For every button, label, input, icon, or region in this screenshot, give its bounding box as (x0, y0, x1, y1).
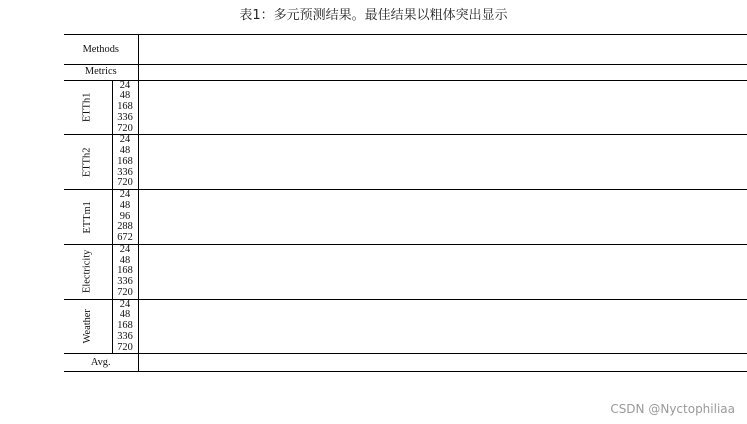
table-row (64, 146, 747, 157)
table-row (64, 277, 747, 288)
horizon-cell: 96 (112, 212, 138, 223)
table-row (64, 321, 747, 332)
metrics-header: Metrics (64, 64, 138, 80)
dataset-name: Electricity (81, 250, 93, 294)
horizon-cell: 336 (112, 113, 138, 124)
value-cell (138, 310, 747, 321)
table-row (64, 91, 747, 102)
value-cell (138, 102, 747, 113)
dataset-label (64, 299, 112, 354)
table-row (64, 190, 747, 201)
value-cell (138, 256, 747, 267)
table-row (64, 244, 747, 255)
value-cell (138, 80, 747, 91)
value-cell (138, 288, 747, 299)
group-representation-learning (138, 35, 747, 50)
dataset-label (64, 80, 112, 135)
mse-header (138, 64, 747, 80)
table-row (64, 299, 747, 310)
horizon-cell: 168 (112, 321, 138, 332)
value-cell (138, 157, 747, 168)
horizon-cell: 24 (112, 135, 138, 146)
horizon-cell: 168 (112, 102, 138, 113)
table-row (64, 266, 747, 277)
table-caption: 表1：多元预测结果。最佳结果以粗体突出显示 (239, 8, 508, 23)
value-cell (138, 266, 747, 277)
table-row (64, 113, 747, 124)
horizon-cell: 336 (112, 332, 138, 343)
value-cell (138, 233, 747, 244)
horizon-cell: 48 (112, 256, 138, 267)
horizon-cell: 48 (112, 310, 138, 321)
table-row (64, 102, 747, 113)
dataset-label (64, 135, 112, 190)
value-cell (138, 244, 747, 255)
value-cell (138, 168, 747, 179)
horizon-cell: 288 (112, 222, 138, 233)
table-row (64, 233, 747, 244)
value-cell (138, 146, 747, 157)
results-table (64, 34, 747, 372)
value-cell (138, 222, 747, 233)
horizon-cell: 48 (112, 146, 138, 157)
value-cell (138, 190, 747, 201)
dataset-name: Weather (81, 309, 93, 344)
dataset-name: ETTh1 (81, 92, 93, 123)
table-row (64, 80, 747, 91)
horizon-cell: 720 (112, 178, 138, 189)
dataset-label (64, 244, 112, 299)
horizon-cell: 672 (112, 233, 138, 244)
horizon-cell: 48 (112, 201, 138, 212)
horizon-cell: 336 (112, 168, 138, 179)
table-row (64, 343, 747, 354)
horizon-cell: 48 (112, 91, 138, 102)
horizon-cell: 168 (112, 157, 138, 168)
horizon-cell: 720 (112, 124, 138, 135)
table-row (64, 157, 747, 168)
table-row (64, 288, 747, 299)
table-row (64, 201, 747, 212)
dataset-name: ETTh2 (81, 147, 93, 177)
horizon-cell: 24 (112, 244, 138, 255)
horizon-cell: 24 (112, 299, 138, 310)
table-row (64, 332, 747, 343)
table-row (64, 212, 747, 223)
avg-label: Avg. (64, 354, 138, 372)
dataset-name: ETTm1 (81, 200, 93, 234)
value-cell (138, 91, 747, 102)
horizon-cell: 720 (112, 343, 138, 354)
horizon-cell: 720 (112, 288, 138, 299)
horizon-cell: 168 (112, 266, 138, 277)
value-cell (138, 343, 747, 354)
value-cell (138, 299, 747, 310)
value-cell (138, 201, 747, 212)
value-cell (138, 321, 747, 332)
horizon-cell: 24 (112, 80, 138, 91)
table-row (64, 135, 747, 146)
horizon-cell: 336 (112, 277, 138, 288)
table-row (64, 168, 747, 179)
horizon-cell: 24 (112, 190, 138, 201)
value-cell (138, 135, 747, 146)
value-cell (138, 178, 747, 189)
value-cell (138, 332, 747, 343)
table-row (64, 310, 747, 321)
watermark: CSDN @Nyctophiliaa (610, 402, 735, 416)
avg-value-cell (138, 354, 747, 372)
method-header (138, 50, 747, 65)
avg-row (64, 354, 747, 372)
methods-header: Methods (64, 35, 138, 65)
table-row (64, 178, 747, 189)
value-cell (138, 113, 747, 124)
dataset-label (64, 190, 112, 245)
table-row (64, 222, 747, 233)
table-row (64, 256, 747, 267)
value-cell (138, 277, 747, 288)
value-cell (138, 124, 747, 135)
value-cell (138, 212, 747, 223)
table-row (64, 124, 747, 135)
